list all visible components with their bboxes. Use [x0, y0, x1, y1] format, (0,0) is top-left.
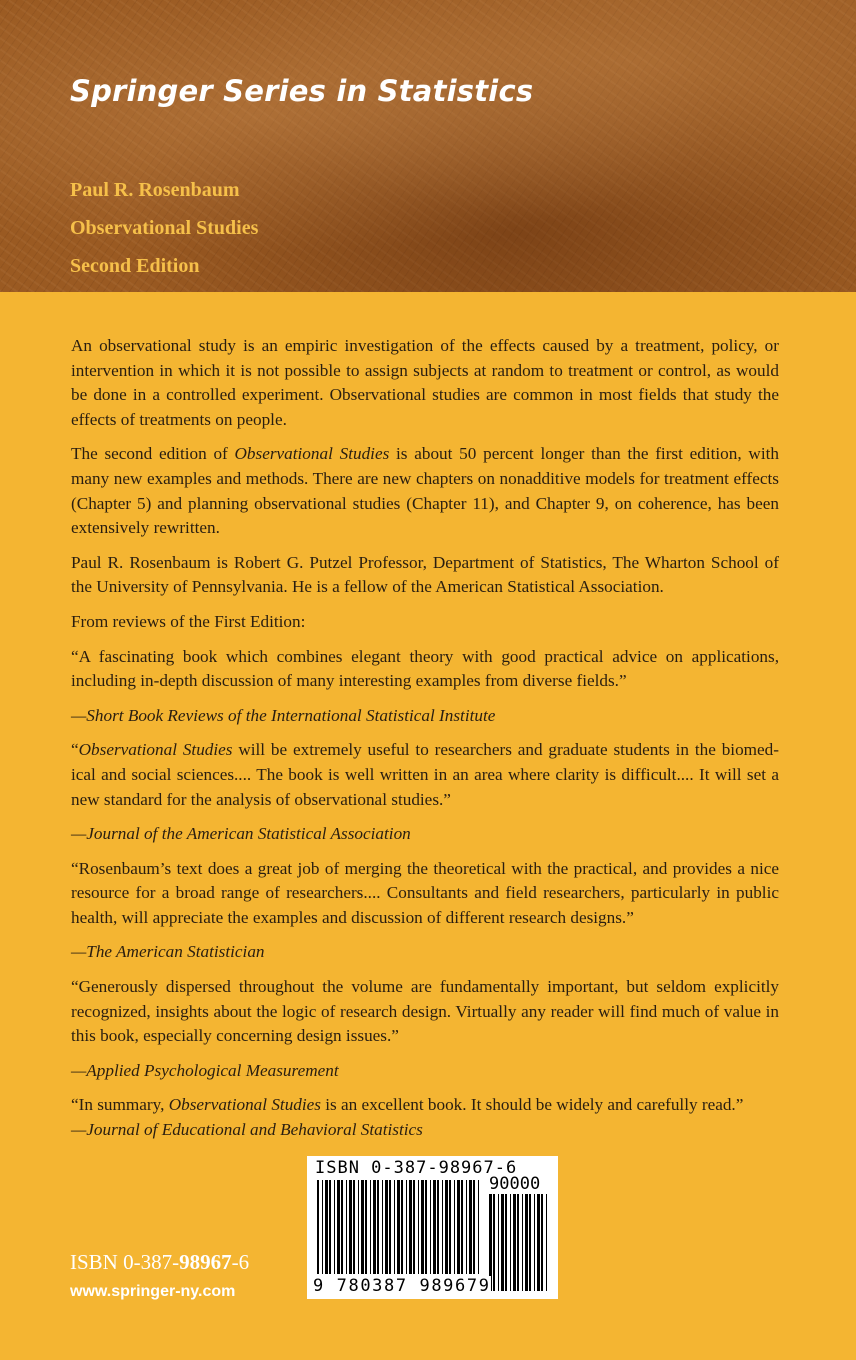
barcode-bar — [541, 1194, 543, 1291]
publisher-url: www.springer-ny.com — [70, 1283, 236, 1300]
barcode-bar — [534, 1194, 535, 1291]
barcode-bar — [430, 1180, 431, 1274]
review-source: —Journal of Educational and Behavioral Statistics — [71, 1120, 423, 1140]
barcode-isbn-text: ISBN 0-387-98967-6 — [315, 1158, 518, 1178]
barcode-bar — [529, 1194, 531, 1291]
barcode-bar — [401, 1180, 403, 1274]
barcode-bar — [513, 1194, 516, 1291]
barcode-bar — [353, 1180, 355, 1274]
book-title: Observational Studies — [70, 217, 259, 239]
barcode-bar — [457, 1180, 460, 1274]
author-name: Paul R. Rosenbaum — [70, 179, 240, 201]
barcode-bar — [406, 1180, 407, 1274]
barcode-bar — [522, 1194, 523, 1291]
barcode-bar — [478, 1180, 479, 1274]
review-quote: “Rosenbaum’s text does a great job of merging the theoretical with the practical, and provides a nice resource for a broad range of researchers.... Consultants and field researchers, particularly in public health, will appreciate the examples and discussion of different research designs.” — [71, 858, 779, 927]
review-source: —Applied Psychological Measurement — [71, 1060, 339, 1080]
barcode-bar — [409, 1180, 412, 1274]
barcode-bar — [501, 1194, 504, 1291]
barcode-bar — [337, 1180, 340, 1274]
review-quote: “In summary, Observational Studies is an excellent book. It should be widely and carefully read.” — [71, 1095, 744, 1115]
barcode-bar — [525, 1194, 528, 1291]
barcode-bar — [394, 1180, 395, 1274]
barcode-bar — [445, 1180, 448, 1274]
barcode-bar — [493, 1194, 495, 1291]
barcode-bar — [385, 1180, 388, 1274]
barcode-bar — [358, 1180, 359, 1274]
barcode-bar — [370, 1180, 371, 1274]
back-cover-text — [71, 334, 779, 1153]
barcode-bar — [473, 1180, 475, 1274]
barcode-bar — [389, 1180, 391, 1274]
edition-paragraph: The second edition of Observational Studies is about 50 percent longer than the first edition, with many new examples and methods. There are new chapters on nonadditive models for treatment effects (Chapter 5) and planning observational studies (Chapter 11), and Chapter 9, on coherence, has been extensively rewritten. — [71, 444, 779, 538]
barcode-bar — [317, 1180, 319, 1274]
barcode-bar — [334, 1180, 335, 1274]
barcode-bar — [341, 1180, 343, 1274]
barcode-bar — [425, 1180, 427, 1274]
barcode-bar — [437, 1180, 439, 1274]
barcode-bar — [365, 1180, 367, 1274]
barcode-addon-bars — [489, 1194, 551, 1291]
book-meta — [70, 178, 258, 292]
review-quote: “A fascinating book which combines elegant theory with good practical advice on applications, including in-depth discussion of many interesting examples from diverse fields.” — [71, 646, 779, 691]
barcode-bar — [373, 1180, 376, 1274]
barcode-bar — [442, 1180, 443, 1274]
edition-label: Second Edition — [70, 255, 200, 277]
barcode-bar — [505, 1194, 507, 1291]
barcode-bar — [454, 1180, 455, 1274]
barcode-bar — [322, 1180, 323, 1274]
review-source: —The American Statistician — [71, 942, 265, 962]
review-quote: “Observational Studies will be extremely useful to researchers and graduate students in the biomed-ical and social sciences.... The book is well written in an area where clarity is difficult.... It will set a new standard for the analysis of observational studies.” — [71, 740, 779, 809]
barcode-bar — [498, 1194, 499, 1291]
barcode-bar — [382, 1180, 383, 1274]
description-paragraph: An observational study is an empiric investigation of the effects caused by a treatment, policy, or intervention in which it is not possible to assign subjects at random to treatment or control, as would be done in a controlled experiment. Observational studies are common in most fields that study the effects of treatments on people. — [71, 336, 779, 429]
review-source: —Short Book Reviews of the International Statistical Institute — [71, 705, 496, 725]
barcode-digits: 9 780387 989679 — [313, 1276, 491, 1296]
barcode-bar — [349, 1180, 352, 1274]
barcode-addon-number: 90000 — [489, 1174, 541, 1194]
barcode-bar — [397, 1180, 400, 1274]
barcode-bar — [377, 1180, 379, 1274]
review-source: —Journal of the American Statistical Association — [71, 824, 411, 844]
barcode-bar — [466, 1180, 467, 1274]
barcode-bar — [469, 1180, 472, 1274]
isbn-label: ISBN 0-387-98967-6 — [70, 1250, 250, 1274]
barcode-bar — [433, 1180, 436, 1274]
barcode-bar — [329, 1180, 331, 1274]
barcode-bar — [510, 1194, 511, 1291]
barcode-bar — [418, 1180, 419, 1274]
barcode-bar — [461, 1180, 463, 1274]
author-bio: Paul R. Rosenbaum is Robert G. Putzel Professor, Department of Statistics, The Wharton School of the University of Pennsylvania. He is a fellow of the American Statistical Association. — [71, 552, 779, 597]
review-quote: “Generously dispersed throughout the volume are fundamentally important, but seldom explicitly recognized, insights about the logic of research design. Virtually any reader will find much of value in this book, especially concerning design issues.” — [71, 977, 779, 1046]
barcode-bar — [346, 1180, 347, 1274]
barcode-bar — [449, 1180, 451, 1274]
series-title: Springer Series in Statistics — [70, 74, 534, 108]
barcode-bar — [325, 1180, 328, 1274]
barcode-bar — [537, 1194, 540, 1291]
barcode-bar — [413, 1180, 415, 1274]
isbn-barcode — [307, 1156, 558, 1299]
barcode-bar — [361, 1180, 364, 1274]
reviews-intro: From reviews of the First Edition: — [71, 611, 306, 631]
barcode-bar — [517, 1194, 519, 1291]
barcode-bar — [546, 1194, 547, 1291]
barcode-bars — [317, 1180, 482, 1274]
barcode-bar — [421, 1180, 424, 1274]
